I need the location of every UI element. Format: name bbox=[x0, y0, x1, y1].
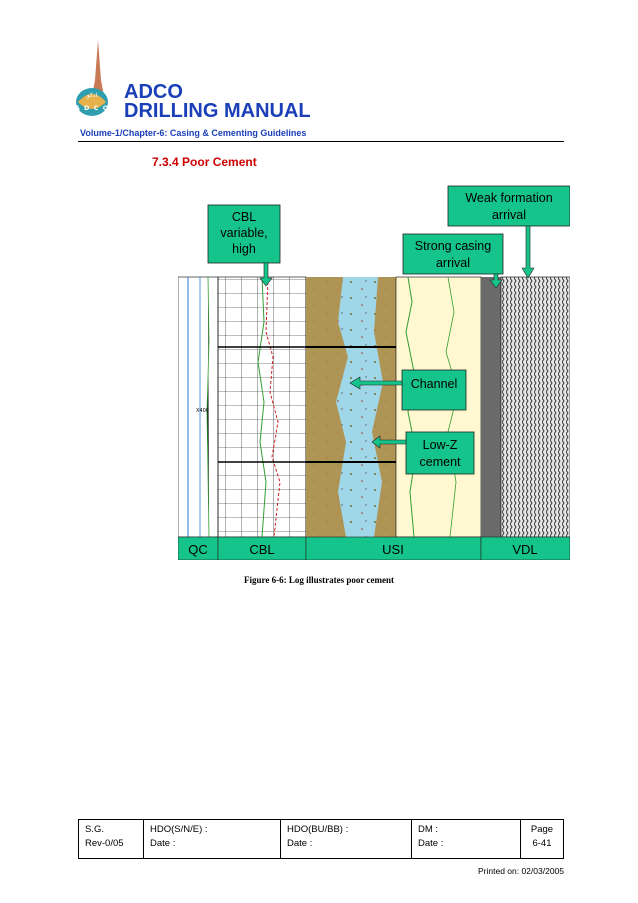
figure-caption: Figure 6-6: Log illustrates poor cement bbox=[244, 575, 394, 585]
dm-label: DM : bbox=[418, 824, 439, 835]
svg-text:variable,: variable, bbox=[220, 226, 268, 240]
track-label-qc: QC bbox=[188, 542, 208, 557]
track-labels bbox=[178, 537, 570, 560]
dm-date-label: Date : bbox=[418, 838, 444, 849]
hdo-sne-date-label: Date : bbox=[150, 838, 176, 849]
footer-cell-sg bbox=[79, 820, 144, 859]
track-label-usi: USI bbox=[382, 542, 404, 557]
depth-label: X400 bbox=[196, 408, 209, 414]
footer-cell-page bbox=[521, 820, 564, 859]
callout-cbl-variable-high bbox=[208, 205, 280, 263]
svg-text:ادكو: ادكو bbox=[86, 92, 98, 99]
header-divider bbox=[78, 141, 564, 142]
section-heading: 7.3.4 Poor Cement bbox=[152, 155, 257, 169]
footer-cell-hdo-sne bbox=[144, 820, 281, 859]
svg-text:CBL: CBL bbox=[231, 210, 257, 224]
track-label-cbl: CBL bbox=[249, 542, 275, 557]
revision-label: Rev-0/05 bbox=[85, 838, 124, 849]
callout-weak-formation-arrival bbox=[448, 186, 570, 226]
footer-cell-dm bbox=[412, 820, 521, 859]
adco-logo bbox=[74, 40, 124, 130]
callout-low-z-cement bbox=[406, 432, 474, 474]
svg-text:Strong casing: Strong casing bbox=[414, 239, 492, 253]
svg-text:A D C O: A D C O bbox=[74, 104, 110, 112]
svg-text:Low-Z: Low-Z bbox=[422, 438, 458, 452]
brand-name: ADCO bbox=[124, 81, 183, 103]
page-label: Page bbox=[530, 824, 554, 835]
volume-chapter-subtitle: Volume-1/Chapter-6: Casing & Cementing Guidelines bbox=[80, 128, 307, 138]
vdl-track bbox=[501, 277, 570, 537]
footer-cell-hdo-bubb bbox=[281, 820, 412, 859]
hdo-bubb-date-label: Date : bbox=[287, 838, 313, 849]
cbl-track bbox=[218, 277, 306, 537]
callout-channel bbox=[402, 370, 466, 410]
page-number: 6-41 bbox=[532, 838, 552, 849]
track-label-vdl: VDL bbox=[512, 542, 538, 557]
signatory-label: S.G. bbox=[85, 824, 105, 835]
svg-text:high: high bbox=[232, 242, 256, 256]
qc-track bbox=[178, 277, 218, 537]
hdo-bubb-label: HDO(BU/BB) : bbox=[287, 824, 349, 835]
document-control-table bbox=[78, 819, 564, 859]
svg-text:cement: cement bbox=[419, 455, 461, 469]
printed-date: Printed on: 02/03/2005 bbox=[477, 866, 564, 876]
svg-text:arrival: arrival bbox=[435, 256, 471, 270]
svg-text:arrival: arrival bbox=[491, 208, 527, 222]
casing-arrival-track bbox=[481, 277, 501, 537]
svg-text:Weak formation: Weak formation bbox=[465, 191, 553, 205]
callout-strong-casing-arrival bbox=[403, 234, 503, 274]
manual-title: DRILLING MANUAL bbox=[124, 100, 311, 122]
hdo-sne-label: HDO(S/N/E) : bbox=[150, 824, 208, 835]
arrow-weak-formation bbox=[522, 226, 534, 278]
svg-text:Channel: Channel bbox=[410, 377, 458, 391]
poor-cement-log-figure bbox=[178, 182, 570, 560]
